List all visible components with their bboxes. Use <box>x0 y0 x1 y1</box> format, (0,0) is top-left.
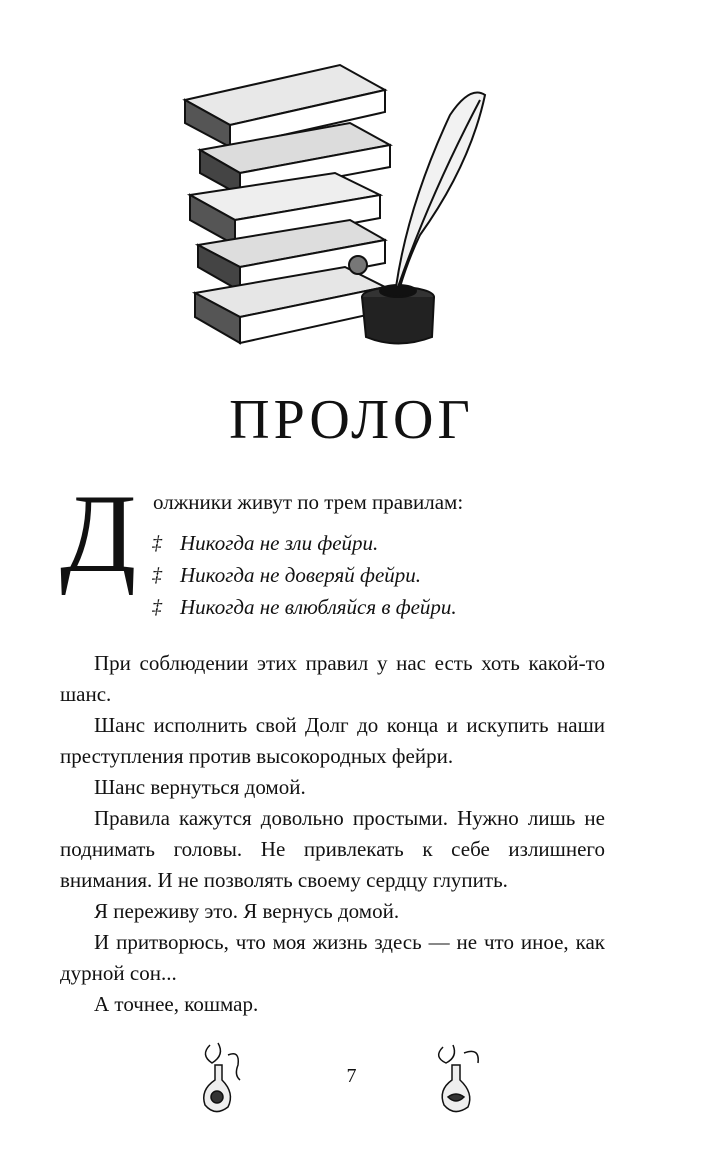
paragraph: Шанс вернуться домой. <box>94 775 306 799</box>
paragraph: А точнее, кошмар. <box>94 992 259 1016</box>
paragraph: При соблюдении этих правил у нас есть хоть какой-то шанс. <box>60 651 605 706</box>
paragraph: Шанс исполнить свой Долг до конца и искупить наши преступления против высокородных фейри. <box>60 713 605 768</box>
rules-list <box>152 527 457 623</box>
paragraph: Правила кажутся довольно простыми. Нужно лишь не поднимать головы. Не привлекать к себе излишнего внимания. И не позволять своему сердцу глупить. <box>60 806 605 892</box>
paragraph: Я переживу это. Я вернусь домой. <box>94 899 400 923</box>
chapter-title: ПРОЛОГ <box>229 389 474 451</box>
list-item <box>152 527 457 559</box>
drop-cap-letter: Д <box>60 472 137 596</box>
body-text <box>60 648 605 1020</box>
double-dagger-bullet: ‡ <box>152 595 162 618</box>
book-stack-with-quill-icon <box>170 55 500 355</box>
paragraph: И притворюсь, что моя жизнь здесь — не что иное, как дурной сон... <box>60 930 605 985</box>
page-footer <box>0 1035 703 1120</box>
double-dagger-bullet: ‡ <box>152 531 162 554</box>
rule-text: Никогда не зли фейри. <box>180 530 379 555</box>
list-item <box>152 591 457 623</box>
rule-text: Никогда не доверяй фейри. <box>180 562 422 587</box>
rule-text: Никогда не влюбляйся в фейри. <box>180 594 457 619</box>
list-item <box>152 559 457 591</box>
double-dagger-bullet: ‡ <box>152 563 162 586</box>
potion-bottle-icon <box>428 1035 488 1120</box>
page-number: 7 <box>346 1065 357 1087</box>
rules-intro-text: олжники живут по трем правилам: <box>153 490 464 514</box>
